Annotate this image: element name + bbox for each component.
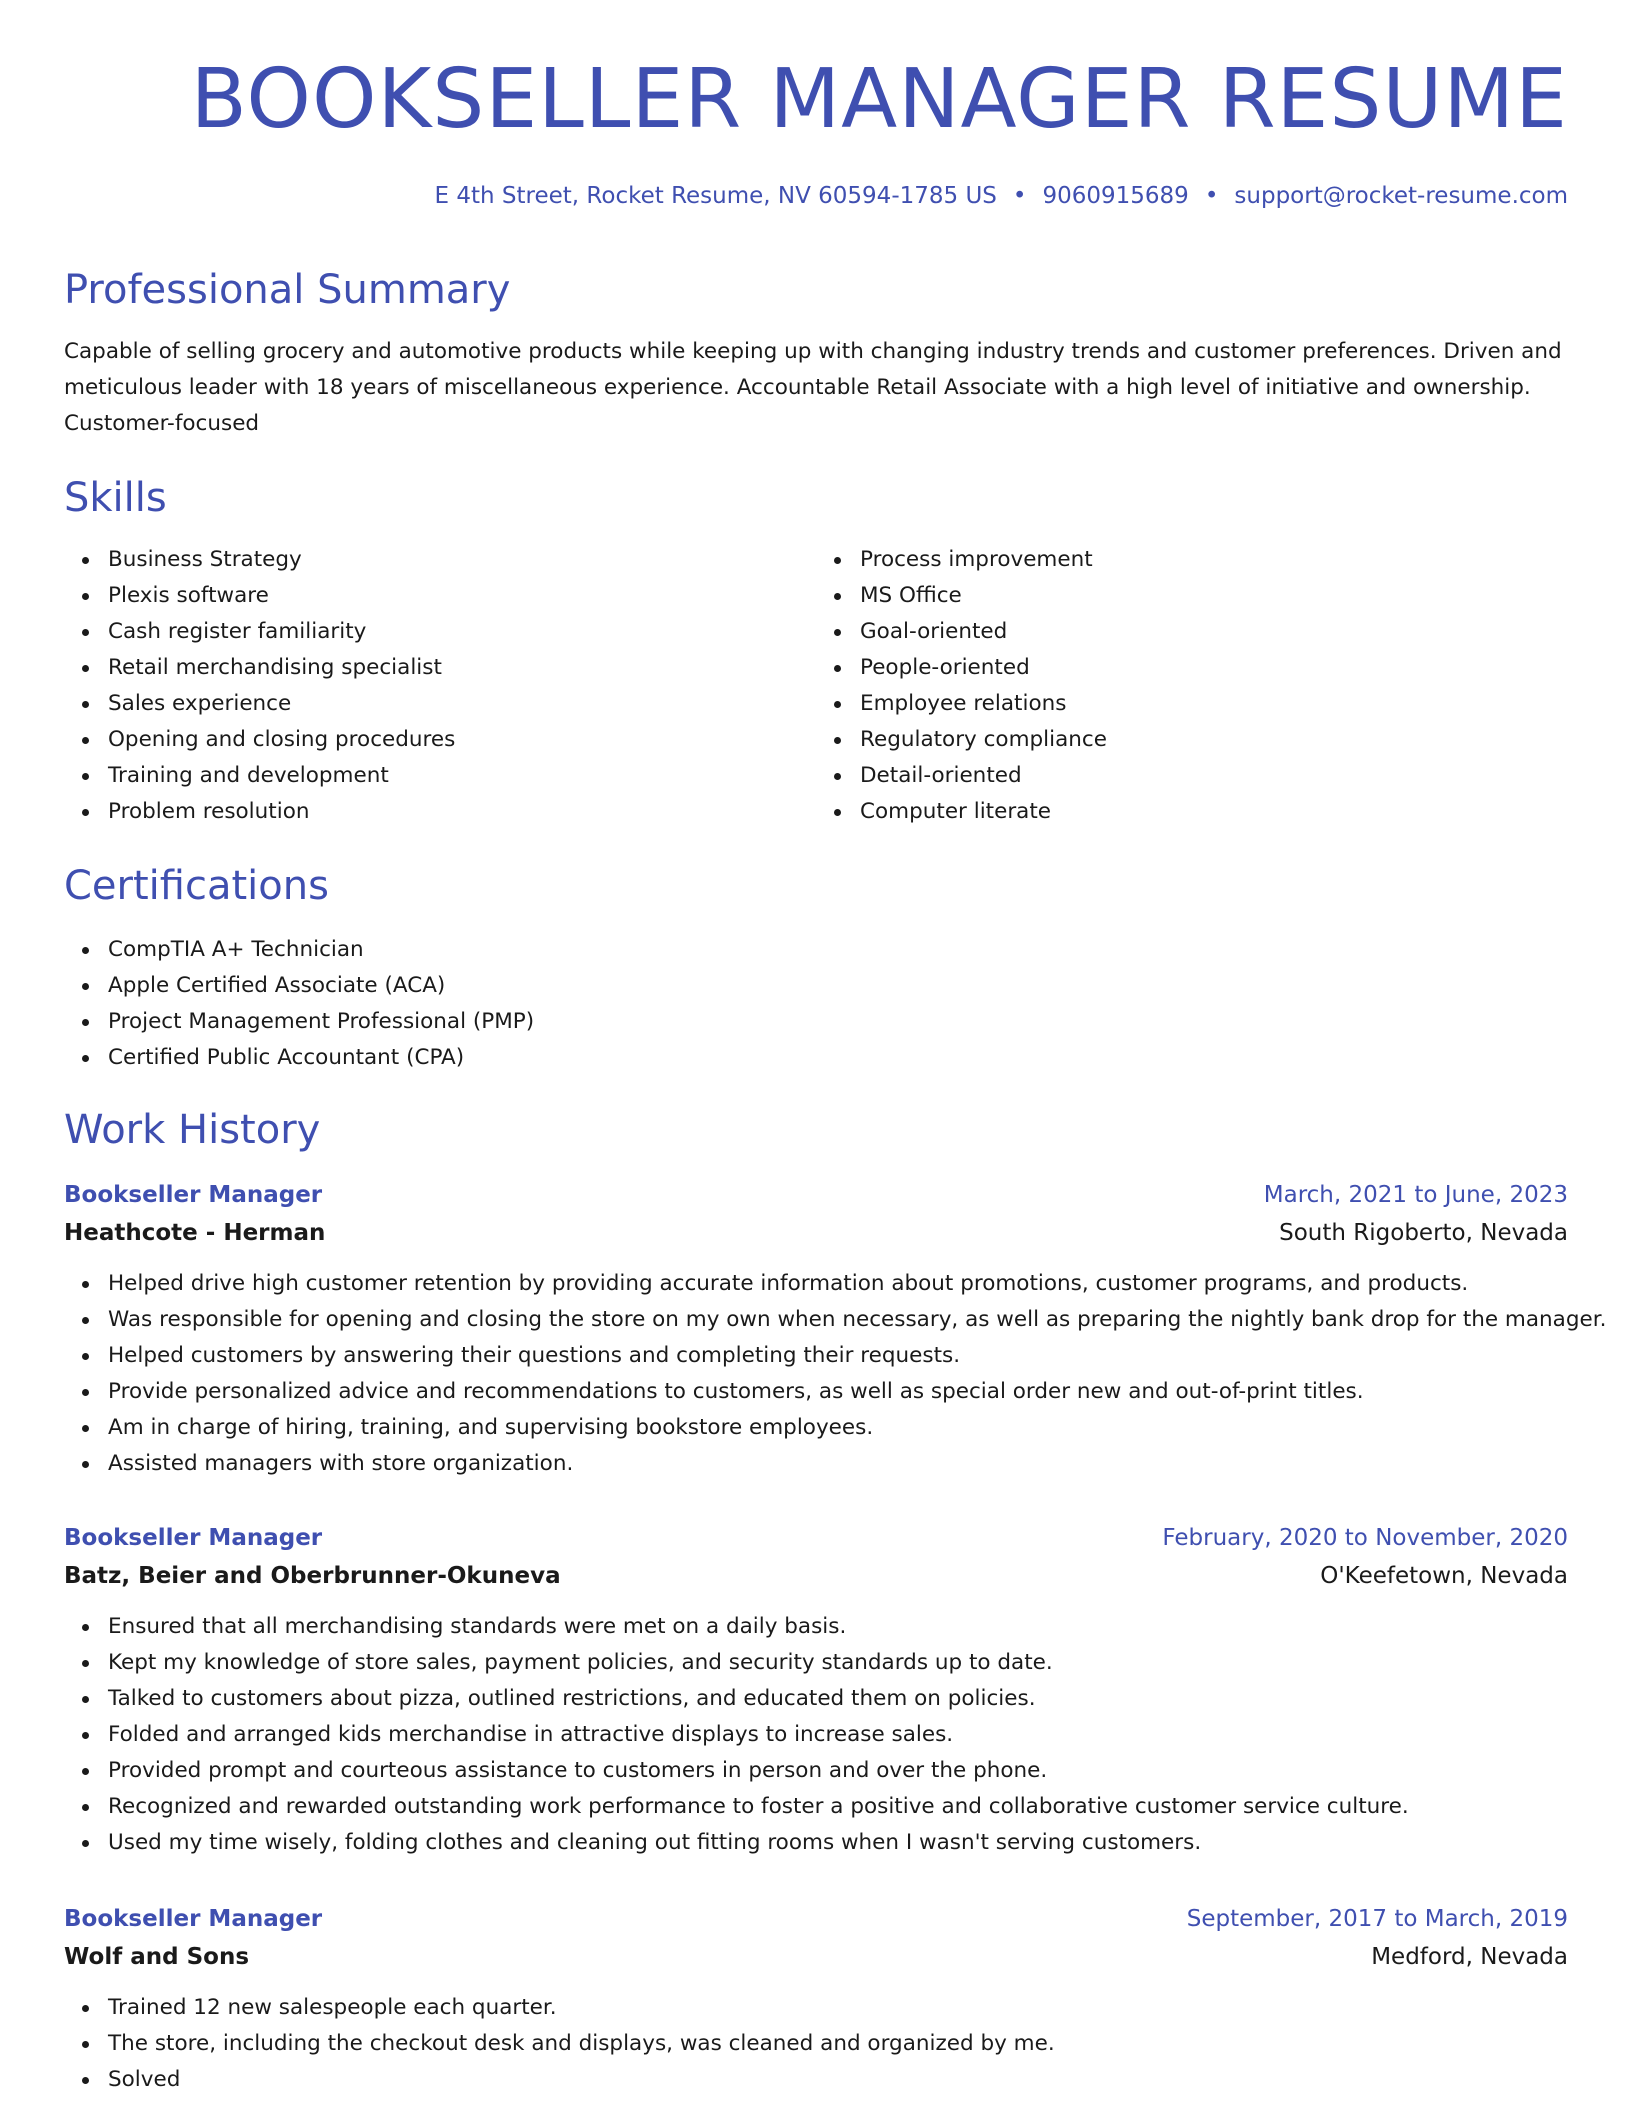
skill-item: Training and development — [108, 758, 816, 794]
job-dates: February, 2020 to November, 2020 — [1162, 1525, 1568, 1551]
job-dates: March, 2021 to June, 2023 — [1263, 1182, 1568, 1208]
contact-phone: 9060915689 — [1042, 183, 1189, 209]
job-bullet: Provide personalized advice and recommendations to customers, as well as special order new and out-of-print titles. — [108, 1374, 1568, 1410]
certification-item: CompTIA A+ Technician — [108, 932, 534, 968]
job-bullet: Provided prompt and courteous assistance to customers in person and over the phone. — [108, 1753, 1568, 1789]
job-bullet: Kept my knowledge of store sales, payment policies, and security standards up to date. — [108, 1645, 1568, 1681]
skills-list — [64, 542, 1568, 830]
job-bullets — [64, 1266, 1607, 1482]
job-entry — [64, 1900, 1568, 2098]
skill-item: Detail-oriented — [860, 758, 1568, 794]
job-bullet: Helped drive high customer retention by providing accurate information about promotions, customer programs, and products. — [108, 1266, 1568, 1302]
job-location: South Rigoberto, Nevada — [1279, 1220, 1568, 1246]
job-location: Medford, Nevada — [1371, 1944, 1568, 1970]
job-bullet: Was responsible for opening and closing the store on my own when necessary, as well as preparing the nightly bank drop for the manager. — [108, 1302, 1568, 1338]
job-subheader-row — [64, 1214, 1568, 1252]
job-title: Bookseller Manager — [64, 1906, 323, 1932]
contact-separator: • — [1012, 183, 1027, 209]
job-entry — [64, 1519, 1568, 1861]
job-company: Batz, Beier and Oberbrunner-Okuneva — [64, 1563, 561, 1589]
job-bullet: Trained 12 new salespeople each quarter. — [108, 1990, 1568, 2026]
job-bullets — [64, 1609, 1568, 1861]
job-title: Bookseller Manager — [64, 1525, 323, 1551]
certification-item: Apple Certified Associate (ACA) — [108, 968, 534, 1004]
skill-item: Cash register familiarity — [108, 614, 816, 650]
skills-column-right — [816, 542, 1568, 830]
job-header-row — [64, 1519, 1568, 1557]
skill-item: Opening and closing procedures — [108, 722, 816, 758]
resume-title: BOOKSELLER MANAGER RESUME — [190, 52, 1568, 147]
skill-item: Employee relations — [860, 686, 1568, 722]
job-subheader-row — [64, 1938, 1568, 1976]
job-bullet: Solved — [108, 2062, 1568, 2098]
skill-item: Process improvement — [860, 542, 1568, 578]
skill-item: Problem resolution — [108, 794, 816, 830]
resume-header — [64, 0, 1568, 212]
work-history-heading: Work History — [64, 1107, 321, 1153]
job-bullet: Helped customers by answering their questions and completing their requests. — [108, 1338, 1568, 1374]
skills-column-left — [64, 542, 816, 830]
job-bullets — [64, 1990, 1568, 2098]
job-bullet: The store, including the checkout desk and displays, was cleaned and organized by me. — [108, 2026, 1568, 2062]
job-dates: September, 2017 to March, 2019 — [1186, 1906, 1568, 1932]
job-entry — [64, 1176, 1607, 1482]
skill-item: Goal-oriented — [860, 614, 1568, 650]
job-title: Bookseller Manager — [64, 1182, 323, 1208]
job-company: Heathcote - Herman — [64, 1220, 326, 1246]
job-location: O'Keefetown, Nevada — [1320, 1563, 1568, 1589]
contact-separator: • — [1204, 183, 1219, 209]
skill-item: Regulatory compliance — [860, 722, 1568, 758]
job-bullet: Used my time wisely, folding clothes and cleaning out fitting rooms when I wasn't serving customers. — [108, 1825, 1568, 1861]
job-header-row — [64, 1900, 1568, 1938]
skill-item: Business Strategy — [108, 542, 816, 578]
certification-item: Certified Public Accountant (CPA) — [108, 1040, 534, 1076]
job-bullet: Recognized and rewarded outstanding work performance to foster a positive and collaborative customer service culture. — [108, 1789, 1568, 1825]
skill-item: Plexis software — [108, 578, 816, 614]
skill-item: MS Office — [860, 578, 1568, 614]
summary-text: Capable of selling grocery and automotive products while keeping up with changing industry trends and customer preferences. Driven and meticulous leader with 18 years of miscellaneous experience. Accountable Retail Associate with a high level of initiative and ownership. Customer-focused — [64, 339, 1562, 436]
job-bullet: Assisted managers with store organization. — [108, 1446, 1568, 1482]
job-bullet: Folded and arranged kids merchandise in attractive displays to increase sales. — [108, 1717, 1568, 1753]
skill-item: Retail merchandising specialist — [108, 650, 816, 686]
contact-line — [64, 180, 1568, 212]
certification-item: Project Management Professional (PMP) — [108, 1004, 534, 1040]
certifications-list — [64, 932, 534, 1076]
resume-page — [64, 0, 1607, 2092]
contact-address: E 4th Street, Rocket Resume, NV 60594-1785 US — [434, 183, 997, 209]
job-bullet: Ensured that all merchandising standards were met on a daily basis. — [108, 1609, 1568, 1645]
skills-heading: Skills — [64, 475, 167, 521]
job-header-row — [64, 1176, 1568, 1214]
skill-item: People-oriented — [860, 650, 1568, 686]
certifications-heading: Certifications — [64, 863, 329, 909]
job-bullet: Talked to customers about pizza, outlined restrictions, and educated them on policies. — [108, 1681, 1568, 1717]
summary-heading: Professional Summary — [64, 267, 511, 313]
job-subheader-row — [64, 1557, 1568, 1595]
skill-item: Computer literate — [860, 794, 1568, 830]
job-bullet: Am in charge of hiring, training, and supervising bookstore employees. — [108, 1410, 1568, 1446]
contact-email[interactable]: support@rocket-resume.com — [1234, 183, 1568, 209]
job-company: Wolf and Sons — [64, 1944, 250, 1970]
skill-item: Sales experience — [108, 686, 816, 722]
